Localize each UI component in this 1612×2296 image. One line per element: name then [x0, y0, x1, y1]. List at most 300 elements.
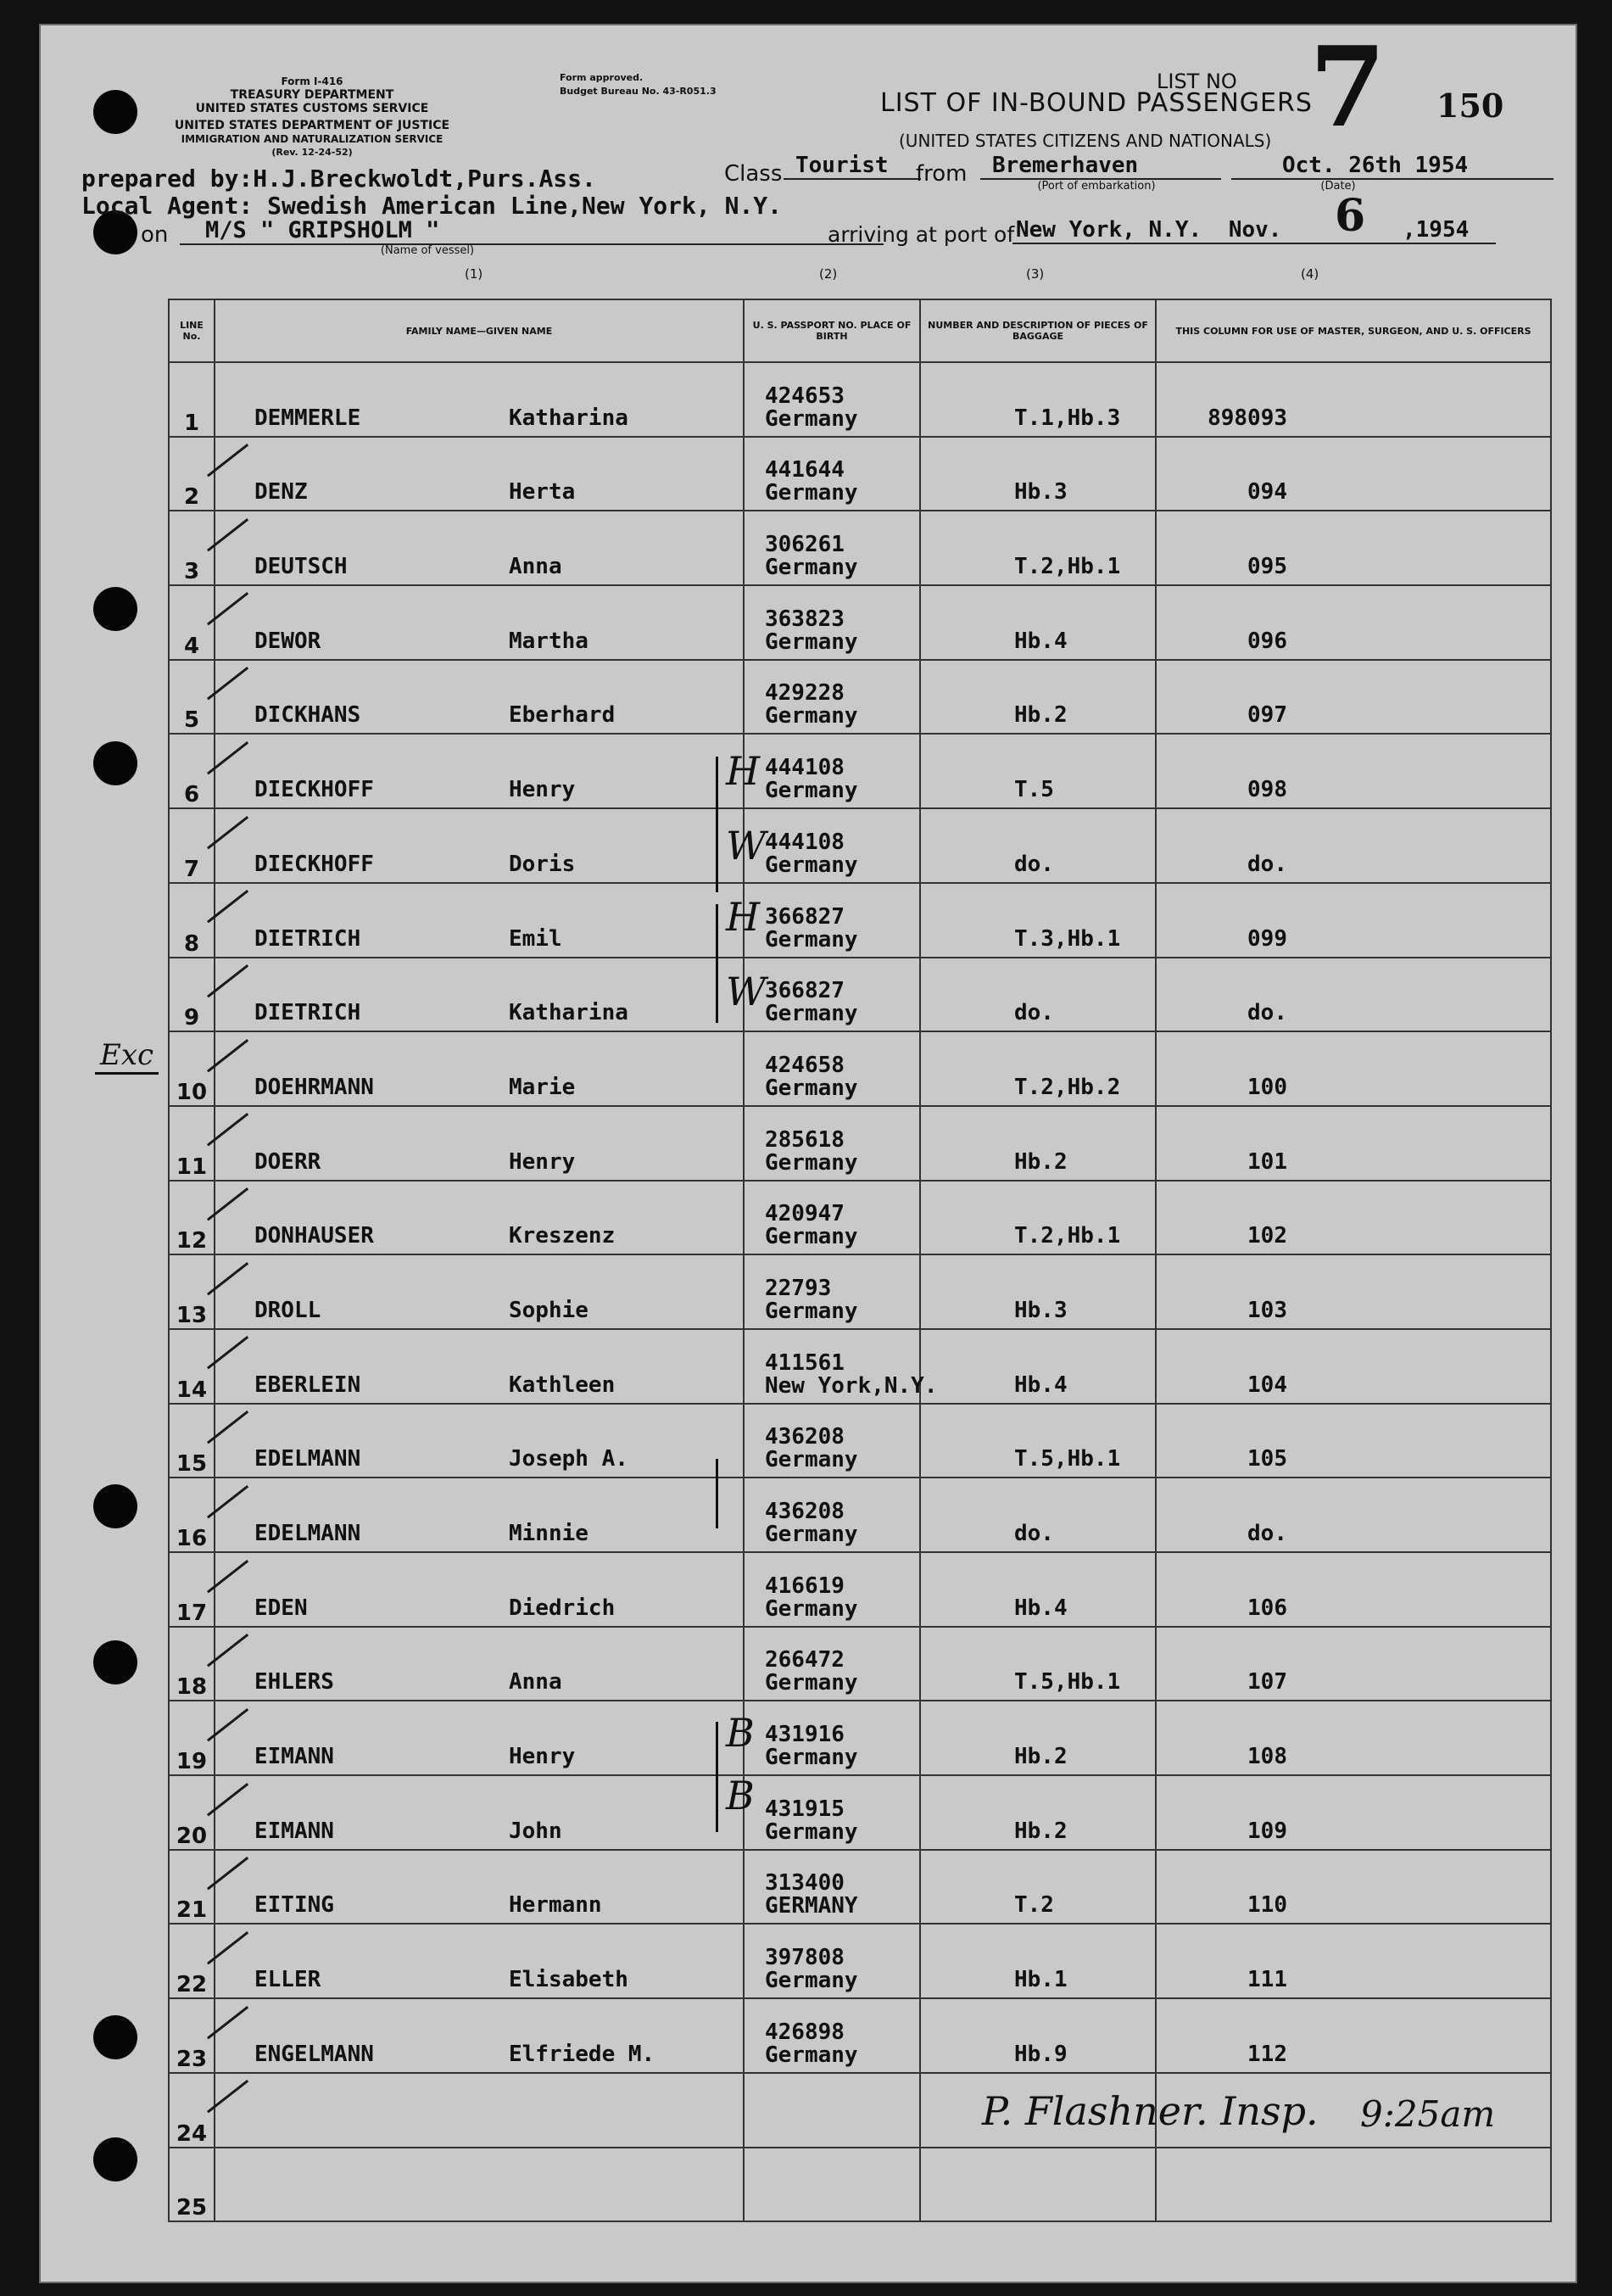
table-row: [169, 1998, 1551, 2073]
given-name: Marie: [509, 1074, 576, 1100]
passport-number: 436208: [765, 1424, 845, 1450]
margin-note: Exc: [95, 1038, 159, 1075]
bracket-line: [716, 1722, 718, 1832]
family-name: DIECKHOFF: [254, 851, 374, 877]
table-row: [169, 734, 1551, 808]
class-value: Tourist: [784, 153, 921, 180]
family-name: DONHAUSER: [254, 1223, 374, 1249]
name-cell: [215, 808, 744, 883]
list-no-label: LIST NO: [1157, 70, 1237, 93]
given-name: Emil: [509, 925, 562, 952]
place-of-birth: Germany: [765, 1670, 858, 1696]
list-number: 7: [1309, 22, 1386, 152]
given-name: Katharina: [509, 1000, 628, 1026]
dept-treasury: TREASURY DEPARTMENT: [230, 88, 394, 102]
header-passport: U. S. PASSPORT NO. PLACE OF BIRTH: [744, 299, 920, 362]
officer-number: do.: [1247, 1000, 1287, 1026]
col-num-3: (3): [1026, 266, 1045, 282]
place-of-birth: New York,N.Y.: [765, 1372, 938, 1399]
officer-number: do.: [1247, 851, 1287, 877]
name-cell: [215, 1478, 744, 1552]
arrival-year: ,1954: [1403, 217, 1470, 243]
name-cell: [215, 1850, 744, 1925]
form-approved: Form approved.: [560, 72, 644, 83]
officer-number: 099: [1247, 925, 1287, 952]
officer-number: 097: [1247, 702, 1287, 729]
line-number: 5: [169, 660, 215, 735]
given-name: Anna: [509, 554, 562, 580]
baggage-cell: [920, 1924, 1156, 1998]
name-cell: [215, 1998, 744, 2073]
officer-number: 102: [1247, 1223, 1287, 1249]
baggage-desc: T.2,Hb.1: [1014, 554, 1121, 580]
officers-cell: [1156, 734, 1551, 808]
officer-number: 096: [1247, 628, 1287, 654]
line-number: 12: [169, 1181, 215, 1255]
name-cell: [215, 1181, 744, 1255]
header-name: FAMILY NAME—GIVEN NAME: [215, 299, 744, 362]
baggage-cell: [920, 1627, 1156, 1701]
family-name: DEMMERLE: [254, 405, 361, 431]
passenger-table: [168, 299, 1552, 2222]
name-cell: [215, 1627, 744, 1701]
family-name: EHLERS: [254, 1669, 334, 1695]
place-of-birth: Germany: [765, 1224, 858, 1250]
baggage-desc: Hb.2: [1014, 1818, 1068, 1844]
officers-cell: [1156, 1552, 1551, 1627]
line-number: 18: [169, 1627, 215, 1701]
place-of-birth: GERMANY: [765, 1893, 858, 1919]
passport-number: 431916: [765, 1722, 845, 1748]
arrival-day: 6: [1335, 190, 1366, 242]
baggage-desc: Hb.9: [1014, 2041, 1068, 2067]
name-cell: [215, 660, 744, 735]
local-agent: Local Agent: Swedish American Line,New York, N.Y.: [81, 192, 783, 220]
baggage-cell: [920, 1329, 1156, 1404]
passport-cell: [744, 362, 920, 437]
baggage-desc: Hb.4: [1014, 628, 1068, 654]
officers-cell: [1156, 958, 1551, 1032]
baggage-desc: T.2,Hb.2: [1014, 1074, 1121, 1100]
given-name: Henry: [509, 777, 576, 803]
line-number: 1: [169, 362, 215, 437]
name-cell: [215, 362, 744, 437]
officer-number: 103: [1247, 1297, 1287, 1323]
family-name: EDELMANN: [254, 1521, 361, 1546]
passport-number: 366827: [765, 978, 845, 1004]
given-name: Henry: [509, 1148, 576, 1175]
passport-cell: [744, 958, 920, 1032]
given-name: Joseph A.: [509, 1446, 628, 1472]
baggage-desc: [921, 2142, 1155, 2147]
family-name: DENZ: [254, 479, 308, 506]
inspector-signature: P. Flashner. Insp.: [982, 2088, 1319, 2134]
officers-cell: [1156, 1775, 1551, 1850]
officers-cell: [1156, 1181, 1551, 1255]
baggage-cell: [920, 585, 1156, 660]
family-name: EITING: [254, 1892, 334, 1919]
page-title: LIST OF IN-BOUND PASSENGERS: [880, 88, 1313, 118]
bracket-mark: B: [726, 1710, 755, 1756]
line-number: 11: [169, 1106, 215, 1181]
officers-cell: [1156, 808, 1551, 883]
name-cell: [215, 1106, 744, 1181]
place-of-birth: Germany: [765, 1298, 858, 1324]
line-number: 19: [169, 1701, 215, 1775]
arrival-port-name: New York, N.Y.: [1016, 217, 1202, 243]
header-line: LINE No.: [169, 299, 215, 362]
line-number: 14: [169, 1329, 215, 1404]
passport-number: 426898: [765, 2019, 845, 2045]
officers-cell: [1156, 511, 1551, 585]
class-label: Class: [724, 161, 783, 187]
baggage-cell: [920, 2148, 1156, 2222]
passport-cell: [744, 1254, 920, 1329]
port-sublabel: (Port of embarkation): [1037, 180, 1156, 193]
passport-cell: [744, 660, 920, 735]
name-cell: [215, 585, 744, 660]
officer-number: 106: [1247, 1595, 1287, 1621]
given-name: Anna: [509, 1669, 562, 1695]
baggage-desc: T.1,Hb.3: [1014, 405, 1121, 431]
table-row: [169, 958, 1551, 1032]
officers-cell: [1156, 1031, 1551, 1106]
officer-number: 107: [1247, 1669, 1287, 1695]
from-value: Bremerhaven: [980, 153, 1221, 180]
line-number: 21: [169, 1850, 215, 1925]
officer-number: 101: [1247, 1148, 1287, 1175]
baggage-cell: [920, 1478, 1156, 1552]
table-row: [169, 511, 1551, 585]
officer-number: 105: [1247, 1446, 1287, 1472]
form-number: Form I-416: [281, 75, 343, 87]
line-number: 3: [169, 511, 215, 585]
given-name: Henry: [509, 1744, 576, 1770]
passport-cell: [744, 1627, 920, 1701]
passport-cell: [744, 1404, 920, 1478]
dept-justice: UNITED STATES DEPARTMENT OF JUSTICE: [174, 119, 450, 132]
officer-number: 098: [1247, 777, 1287, 803]
bracket-line: [716, 757, 718, 892]
passport-number: 424653: [765, 383, 845, 409]
given-name: Eberhard: [509, 702, 616, 729]
bracket-mark: H: [726, 748, 761, 794]
table-row: [169, 883, 1551, 958]
baggage-desc: Hb.1: [1014, 1967, 1068, 1993]
passport-cell: [744, 1031, 920, 1106]
col-num-4: (4): [1301, 266, 1319, 282]
baggage-desc: do.: [1014, 1000, 1054, 1026]
passport-cell: [744, 585, 920, 660]
line-number: 17: [169, 1552, 215, 1627]
passport-number: 285618: [765, 1126, 845, 1153]
passport-cell: [744, 1329, 938, 1404]
officer-number: [1157, 2142, 1550, 2147]
baggage-cell: [920, 1181, 1156, 1255]
table-row: [169, 1254, 1551, 1329]
officer-number: 108: [1247, 1744, 1287, 1770]
line-number: 13: [169, 1254, 215, 1329]
officer-number: 100: [1247, 1074, 1287, 1100]
vessel-sublabel: (Name of vessel): [380, 244, 475, 257]
table-row: [169, 585, 1551, 660]
name-cell: [215, 1031, 744, 1106]
given-name: Elfriede M.: [509, 2041, 655, 2067]
place-of-birth: Germany: [765, 1447, 858, 1473]
binder-hole: [93, 90, 137, 134]
binder-hole: [93, 2137, 137, 2181]
place-of-birth: Germany: [765, 1595, 858, 1622]
place-of-birth: Germany: [765, 1149, 858, 1176]
officer-number: 109: [1247, 1818, 1287, 1844]
passport-cell: [744, 1181, 920, 1255]
binder-hole: [93, 1640, 137, 1684]
passport-cell: [744, 1106, 920, 1181]
line-number: 10: [169, 1031, 215, 1106]
passport-number: 416619: [765, 1573, 845, 1599]
passport-cell: [744, 1998, 920, 2073]
col-num-1: (1): [465, 266, 483, 282]
baggage-cell: [920, 1701, 1156, 1775]
name-cell: [215, 1924, 744, 1998]
baggage-cell: [920, 1254, 1156, 1329]
officers-cell: [1156, 1329, 1551, 1404]
given-name: Minnie: [509, 1521, 588, 1546]
bracket-mark: W: [726, 823, 767, 869]
table-row: [169, 1329, 1551, 1404]
line-number: 15: [169, 1404, 215, 1478]
officers-cell: [1156, 1254, 1551, 1329]
baggage-desc: T.5,Hb.1: [1014, 1669, 1121, 1695]
place-of-birth: Germany: [765, 480, 858, 506]
passport-cell: [744, 1478, 920, 1552]
from-label: from: [916, 161, 968, 187]
budget-bureau: Budget Bureau No. 43-R051.3: [560, 86, 717, 97]
passport-cell: [744, 808, 920, 883]
place-of-birth: Germany: [765, 555, 858, 581]
arrival-month: Nov.: [1228, 217, 1282, 243]
given-name: Kathleen: [509, 1371, 616, 1398]
passport-number: 441644: [765, 457, 845, 483]
officers-cell: [1156, 2148, 1551, 2222]
passport-number: 363823: [765, 606, 845, 632]
baggage-desc: Hb.2: [1014, 702, 1068, 729]
baggage-desc: do.: [1014, 1521, 1054, 1546]
table-row: [169, 1404, 1551, 1478]
line-number: 25: [169, 2148, 215, 2222]
place-of-birth: Germany: [765, 1818, 858, 1845]
header-officers: THIS COLUMN FOR USE OF MASTER, SURGEON, AND U. S. OFFICERS: [1156, 299, 1551, 362]
table-row: [169, 2148, 1551, 2222]
passport-number: 424658: [765, 1052, 845, 1078]
table-row: [169, 1106, 1551, 1181]
page-number: 150: [1436, 87, 1504, 125]
binder-hole: [93, 1484, 137, 1528]
baggage-desc: T.2: [1014, 1892, 1054, 1919]
place-of-birth: Germany: [765, 852, 858, 878]
baggage-cell: [920, 883, 1156, 958]
given-name: Katharina: [509, 405, 628, 431]
officers-cell: [1156, 1701, 1551, 1775]
bracket-mark: B: [726, 1773, 755, 1818]
table-row: [169, 1552, 1551, 1627]
table-row: [169, 1031, 1551, 1106]
baggage-desc: Hb.3: [1014, 1297, 1068, 1323]
name-cell: [215, 511, 744, 585]
family-name: DIETRICH: [254, 1000, 361, 1026]
officer-number: 111: [1247, 1967, 1287, 1993]
officers-cell: [1156, 883, 1551, 958]
family-name: ENGELMANN: [254, 2041, 374, 2067]
line-number: 22: [169, 1924, 215, 1998]
line-number: 6: [169, 734, 215, 808]
name-cell: [215, 2073, 744, 2148]
line-number: 8: [169, 883, 215, 958]
officer-number: 898093: [1208, 405, 1287, 431]
place-of-birth: Germany: [765, 926, 858, 952]
table-row: [169, 1924, 1551, 1998]
given-name: Hermann: [509, 1892, 602, 1919]
place-of-birth: Germany: [765, 405, 858, 432]
place-of-birth: Germany: [765, 1745, 858, 1771]
officers-cell: [1156, 362, 1551, 437]
table-row: [169, 437, 1551, 511]
baggage-desc: [921, 2215, 1155, 2221]
given-name: Diedrich: [509, 1595, 616, 1621]
table-row: [169, 1627, 1551, 1701]
place-of-birth: Germany: [765, 778, 858, 804]
passport-number: 411561: [765, 1349, 845, 1376]
officer-number: 095: [1247, 554, 1287, 580]
passport-number: 436208: [765, 1499, 845, 1524]
baggage-cell: [920, 660, 1156, 735]
line-number: 24: [169, 2073, 215, 2148]
baggage-desc: Hb.4: [1014, 1595, 1068, 1621]
line-number: 2: [169, 437, 215, 511]
baggage-cell: [920, 1998, 1156, 2073]
officer-number: do.: [1247, 1521, 1287, 1546]
inspection-time: 9:25am: [1360, 2093, 1496, 2135]
header-baggage: NUMBER AND DESCRIPTION OF PIECES OF BAGGAGE: [920, 299, 1156, 362]
passport-cell: [744, 883, 920, 958]
officer-number: 112: [1247, 2041, 1287, 2067]
baggage-cell: [920, 1552, 1156, 1627]
given-name: Doris: [509, 851, 576, 877]
baggage-cell: [920, 1106, 1156, 1181]
baggage-desc: T.3,Hb.1: [1014, 925, 1121, 952]
baggage-desc: Hb.2: [1014, 1744, 1068, 1770]
line-number: 4: [169, 585, 215, 660]
line-number: 7: [169, 808, 215, 883]
binder-hole: [93, 741, 137, 785]
on-label: on: [141, 222, 169, 248]
family-name: ELLER: [254, 1967, 321, 1993]
binder-hole: [93, 2015, 137, 2059]
name-cell: [215, 1701, 744, 1775]
officers-cell: [1156, 585, 1551, 660]
passport-cell: [744, 1552, 920, 1627]
approval-block: [560, 71, 814, 98]
prepared-by: prepared by:H.J.Breckwoldt,Purs.Ass.: [81, 165, 596, 193]
officers-cell: [1156, 437, 1551, 511]
table-row: [169, 808, 1551, 883]
vessel-name: M/S " GRIPSHOLM ": [180, 217, 884, 245]
passport-number: 397808: [765, 1945, 845, 1971]
date-sublabel: (Date): [1320, 180, 1356, 193]
passport-number: 431915: [765, 1796, 845, 1822]
passport-number: 313400: [765, 1870, 845, 1897]
family-name: DEWOR: [254, 628, 321, 654]
name-cell: [215, 1552, 744, 1627]
place-of-birth: Germany: [765, 2042, 858, 2068]
officer-number: 110: [1247, 1892, 1287, 1919]
passport-number: 306261: [765, 532, 845, 558]
family-name: DICKHANS: [254, 702, 361, 729]
table-row: [169, 2073, 1551, 2148]
baggage-cell: [920, 734, 1156, 808]
officers-cell: [1156, 660, 1551, 735]
table-row: [169, 362, 1551, 437]
family-name: DIECKHOFF: [254, 777, 374, 803]
given-name: Sophie: [509, 1297, 588, 1323]
passport-cell: [744, 1701, 920, 1775]
given-name: John: [509, 1818, 562, 1844]
table-row: [169, 1850, 1551, 1925]
arriving-label: arriving at port of: [828, 222, 1015, 247]
passport-cell: [744, 2148, 920, 2222]
table-row: [169, 660, 1551, 735]
baggage-cell: [920, 958, 1156, 1032]
bracket-line: [716, 1459, 718, 1528]
place-of-birth: Germany: [765, 1968, 858, 1994]
family-name: EDEN: [254, 1595, 308, 1621]
table-row: [169, 1478, 1551, 1552]
passport-number: 444108: [765, 829, 845, 855]
given-name: Elisabeth: [509, 1967, 628, 1993]
place-of-birth: Germany: [765, 1075, 858, 1101]
line-number: 16: [169, 1478, 215, 1552]
officers-cell: [1156, 1924, 1551, 1998]
given-name: Kreszenz: [509, 1223, 616, 1249]
dept-ins: IMMIGRATION AND NATURALIZATION SERVICE: [181, 133, 443, 145]
line-number: 9: [169, 958, 215, 1032]
bracket-line: [716, 904, 718, 1023]
passport-number: 266472: [765, 1647, 845, 1673]
agency-block: [168, 75, 456, 159]
passport-number: 444108: [765, 755, 845, 781]
page-subtitle: (UNITED STATES CITIZENS AND NATIONALS): [899, 131, 1272, 151]
name-cell: [215, 734, 744, 808]
name-cell: [215, 1329, 744, 1404]
family-name: EDELMANN: [254, 1446, 361, 1472]
officer-number: [1157, 2215, 1550, 2221]
family-name: DROLL: [254, 1297, 321, 1323]
bracket-mark: W: [726, 969, 767, 1014]
passport-number: 366827: [765, 903, 845, 930]
passport-cell: [744, 2073, 920, 2148]
baggage-desc: do.: [1014, 851, 1054, 877]
officer-number: 094: [1247, 479, 1287, 506]
binder-hole: [93, 587, 137, 631]
family-name: DOERR: [254, 1148, 321, 1175]
baggage-cell: [920, 808, 1156, 883]
baggage-cell: [920, 1404, 1156, 1478]
officers-cell: [1156, 1850, 1551, 1925]
family-name: DOEHRMANN: [254, 1074, 374, 1100]
passport-cell: [744, 437, 920, 511]
name-cell: [215, 1254, 744, 1329]
given-name: Martha: [509, 628, 588, 654]
